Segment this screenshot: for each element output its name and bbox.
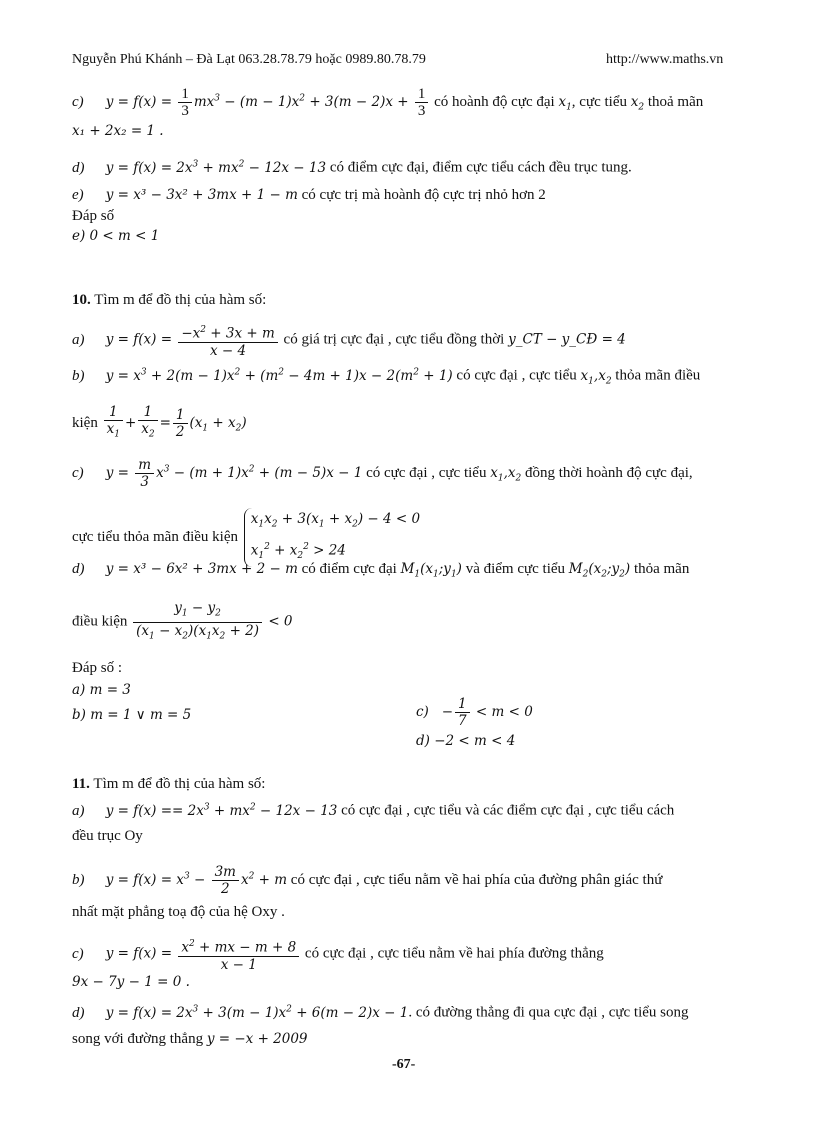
item-10c: c) y = $\frac{m}{3}$ $x^3 - (m + 1)x^2 + (m - 5)x - 1$ có cực đại , cực tiểu $x_1,x_2$ đồng thời hoành độ cực đại, <box>72 457 693 490</box>
header-contact: Nguyễn Phú Khánh – Đà Lạt 063.28.78.79 hoặc 0989.80.78.79 <box>72 52 426 67</box>
item-11d: d) $y = f(x) = 2x^3 + 3(m - 1)x^2 + 6(m - 2)x - 1$. có đường thẳng đi qua cực đại , cực tiểu song <box>72 1004 689 1021</box>
item-9c: c) y = f(x) = $\frac{1}{3}$ $mx^3 - (m - 1)x^2 + 3(m - 2)x$ + $\frac{1}{3}$ có hoành độ cực đại $x_1$, cực tiểu $x_2$ thoả mãn <box>72 86 704 119</box>
item-10c-condition: cực tiểu thỏa mãn điều kiện $x_1x_2 + 3(x_1 + x_2) - 4 < 0$ $x_1^2 + x_2^2 > 24$ <box>72 508 420 567</box>
item-11d-cont: song với đường thẳng y = −x + 2009 <box>72 1031 308 1047</box>
item-9e: e) y = x³ − 3x² + 3mx + 1 − m có cực trị mà hoành độ cực trị nhỏ hơn 2 <box>72 187 546 203</box>
item-11c-line: 9x − 7y − 1 = 0 . <box>72 974 190 990</box>
item-10b-condition: kiện $\frac{1}{x_1}$ + $\frac{1}{x_2}$ = $\frac{1}{2}$ $(x_1 + x_2)$ <box>72 404 247 440</box>
item-11a-cont: đều trục Oy <box>72 828 143 844</box>
item-10d-condition: điều kiện $\frac{y_1 - y_2}{(x_1 - x_2)(x_1x_2 + 2)}$ < 0 <box>72 600 293 642</box>
problem-11-title: 11. Tìm m để đồ thị của hàm số: <box>72 776 266 792</box>
item-9c-condition: x₁ + 2x₂ = 1 . <box>72 123 164 139</box>
answer-10b: b) m = 1 ∨ m = 5 <box>72 707 192 723</box>
answer-10d: d) −2 < m < 4 <box>416 733 516 749</box>
item-10b: b) $y = x^3 + 2(m - 1)x^2 + (m^2 - 4m + 1)x - 2(m^2 + 1)$ có cực đại , cực tiểu $x_1,x_2$ thỏa mãn điều <box>72 367 701 387</box>
item-11a: a) $y = f(x) == 2x^3 + mx^2 - 12x - 13$ có cực đại , cực tiểu và các điểm cực đại , cực tiểu cách <box>72 802 675 819</box>
item-11b-cont: nhất mặt phẳng toạ độ của hệ Oxy . <box>72 904 285 920</box>
answer-label-10: Đáp số : <box>72 660 122 676</box>
answer-10c: c) − $\frac{1}{7}$ < m < 0 <box>416 696 533 729</box>
item-11b: b) $y = f(x) = x^3$ − $\frac{3m}{2}$ $x^2 + m$ có cực đại , cực tiểu nằm về hai phía của đường phân giác thứ <box>72 864 663 897</box>
answer-9e: e) 0 < m < 1 <box>72 228 160 244</box>
page-number: -67- <box>392 1057 416 1072</box>
item-11c: c) y = f(x) = $\frac{x^2 + mx - m + 8}{x - 1}$ có cực đại , cực tiểu nằm về hai phía đường thẳng <box>72 936 604 973</box>
problem-10-title: 10. Tìm m để đồ thị của hàm số: <box>72 292 267 308</box>
item-10a: a) y = f(x) = $\frac{-x^2 + 3x + m}{x - 4}$ có giá trị cực đại , cực tiểu đồng thời y_CT − y_CĐ = 4 <box>72 322 626 359</box>
header-url: http://www.maths.vn <box>606 52 724 67</box>
answer-label-9: Đáp số <box>72 208 115 224</box>
item-9d: d) $y = f(x) = 2x^3 + mx^2 - 12x - 13$ có điểm cực đại, điểm cực tiểu cách đều trục tung. <box>72 159 632 176</box>
answer-10a: a) m = 3 <box>72 682 131 698</box>
item-10d: d) y = x³ − 6x² + 3mx + 2 − m có điểm cực đại $M_1(x_1;y_1)$ và điểm cực tiểu $M_2(x_2;y_2)$ thỏa mãn <box>72 561 690 580</box>
